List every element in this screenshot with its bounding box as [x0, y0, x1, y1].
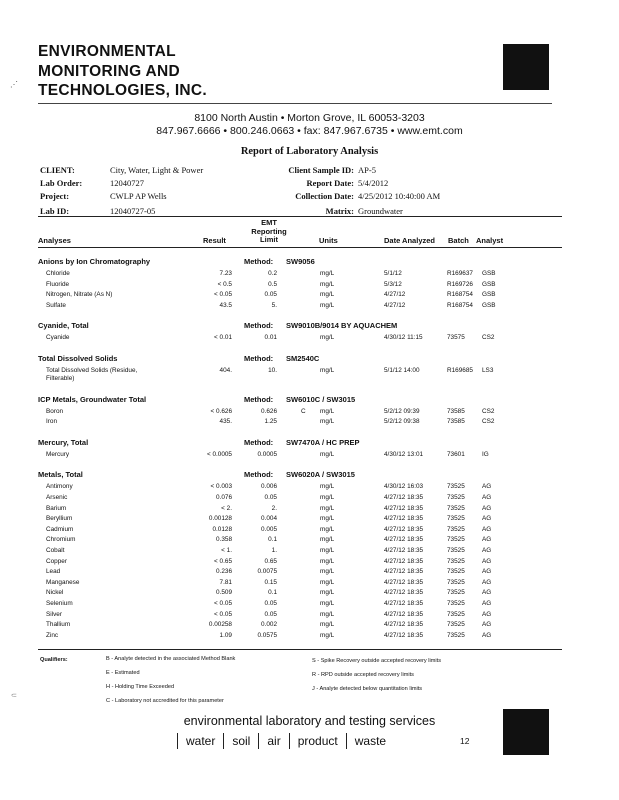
- cell-date: 5/2/12 09:39: [384, 407, 420, 415]
- matrix-value: Groundwater: [358, 206, 403, 216]
- cell-batch: 73525: [447, 589, 465, 597]
- address-street: 8100 North Austin • Morton Grove, IL 60053-3203: [194, 112, 425, 124]
- cell-units: mg/L: [320, 515, 335, 523]
- cell-units: mg/L: [320, 631, 335, 639]
- cell-units: mg/L: [320, 504, 335, 512]
- cell-batch: 73585: [447, 418, 465, 426]
- lab-id-value: 12040727-05: [110, 206, 156, 216]
- cell-result: < 0.05: [214, 600, 232, 607]
- cell-date: 4/30/12 11:15: [384, 334, 423, 342]
- cell-name: Copper: [46, 557, 67, 565]
- section-title: Cyanide, Total: [38, 321, 89, 331]
- cell-batch: 73585: [447, 407, 465, 415]
- qualifier-c: C - Laboratory not accredited for this parameter: [106, 698, 224, 704]
- cell-date: 5/1/12 14:00: [384, 367, 420, 374]
- cell-result: 0.00128: [208, 515, 232, 523]
- method-label: Method:: [244, 257, 274, 266]
- method-value: SW6020A / SW3015: [286, 470, 355, 480]
- matrix-label: Matrix:: [325, 206, 354, 216]
- category-air: air: [258, 733, 288, 749]
- margin-mark: ⋰: [10, 80, 18, 89]
- sample-id-label: Client Sample ID:: [288, 165, 354, 175]
- cell-units: mg/L: [320, 280, 335, 288]
- cell-result: 0.358: [216, 536, 232, 544]
- cell-name: Iron: [46, 418, 58, 426]
- col-units: Units: [319, 236, 338, 245]
- cell-name: Arsenic: [46, 494, 68, 501]
- cell-batch: R169726: [447, 280, 473, 288]
- cell-result: 0.509: [216, 589, 232, 597]
- method-label: Method:: [244, 354, 274, 363]
- cell-analyst: GSB: [482, 280, 496, 288]
- qualifier-j: J - Analyte detected below quantitation limits: [312, 686, 423, 692]
- cell-limit: 0.01: [264, 334, 277, 342]
- cell-limit: 10.: [268, 367, 277, 374]
- cell-units: mg/L: [320, 494, 335, 501]
- footer-block: [503, 709, 549, 755]
- cell-date: 4/27/12 18:35: [384, 578, 424, 586]
- company-name-line1: ENVIRONMENTAL: [38, 43, 176, 60]
- cell-limit: 0.05: [264, 291, 277, 299]
- cell-limit: 0.002: [261, 621, 277, 629]
- cell-analyst: LS3: [482, 367, 494, 374]
- cell-analyst: AG: [482, 610, 492, 618]
- cell-date: 4/27/12 18:35: [384, 600, 424, 607]
- cell-batch: 73525: [447, 610, 465, 618]
- cell-units: mg/L: [320, 367, 335, 374]
- cell-limit: 0.1: [268, 536, 277, 544]
- client-value: City, Water, Light & Power: [110, 165, 204, 175]
- cell-name: Cobalt: [46, 547, 65, 554]
- qualifier-e: E - Estimated: [106, 670, 140, 676]
- cell-batch: 73525: [447, 483, 465, 491]
- cell-result: 1.09: [219, 631, 232, 639]
- cell-units: mg/L: [320, 610, 335, 618]
- client-label: CLIENT:: [40, 165, 75, 175]
- section-title: Total Dissolved Solids: [38, 354, 118, 363]
- cell-limit: 0.0575: [257, 631, 277, 639]
- collection-date-label: Collection Date:: [295, 191, 354, 201]
- cell-result: 404.: [219, 367, 232, 374]
- cell-q: C: [301, 407, 306, 415]
- cell-name-cont: Filterable): [46, 375, 75, 382]
- cell-batch: 73525: [447, 504, 465, 512]
- cell-name: Chloride: [46, 270, 70, 277]
- cell-limit: 0.15: [264, 578, 277, 586]
- cell-units: mg/L: [320, 600, 335, 607]
- category-waste: waste: [346, 733, 394, 749]
- lab-id-label: Lab ID:: [40, 206, 70, 216]
- cell-result: < 0.003: [210, 483, 232, 491]
- cell-result: < 0.5: [217, 280, 232, 288]
- cell-analyst: AG: [482, 631, 492, 639]
- cell-units: mg/L: [320, 589, 335, 597]
- cell-analyst: AG: [482, 600, 492, 607]
- lab-order-value: 12040727: [110, 178, 144, 188]
- method-value: SW9056: [286, 257, 315, 266]
- cell-limit: 2.: [271, 504, 277, 512]
- category-product: product: [289, 733, 346, 749]
- cell-limit: 0.0075: [257, 568, 277, 576]
- cell-analyst: CS2: [482, 334, 495, 342]
- cell-limit: 1.: [271, 547, 277, 554]
- category-soil: soil: [223, 733, 258, 749]
- qualifiers-rule: [38, 649, 562, 650]
- project-value: CWLP AP Wells: [110, 191, 167, 201]
- footer-tagline: environmental laboratory and testing services: [183, 714, 436, 728]
- cell-date: 4/27/12 18:35: [384, 557, 424, 565]
- cell-result: < 0.01: [214, 334, 232, 342]
- cell-date: 4/30/12 13:01: [384, 450, 424, 458]
- cell-name: Zinc: [46, 631, 59, 639]
- cell-analyst: AG: [482, 589, 492, 597]
- col-result: Result: [203, 236, 226, 245]
- cell-name: Lead: [46, 568, 61, 576]
- cell-result: < 0.626: [210, 407, 232, 415]
- cell-analyst: CS2: [482, 418, 495, 426]
- cell-analyst: AG: [482, 494, 492, 501]
- method-label: Method:: [244, 321, 274, 331]
- section-title: Metals, Total: [38, 470, 83, 480]
- cell-date: 5/3/12: [384, 280, 402, 288]
- cell-units: mg/L: [320, 525, 335, 533]
- cell-date: 4/27/12 18:35: [384, 610, 424, 618]
- cell-date: 4/27/12 18:35: [384, 536, 424, 544]
- company-name-line3: TECHNOLOGIES, INC.: [38, 82, 208, 99]
- cell-limit: 0.05: [264, 610, 277, 618]
- cell-batch: 73525: [447, 557, 465, 565]
- cell-date: 4/27/12 18:35: [384, 547, 424, 554]
- cell-batch: 73525: [447, 578, 465, 586]
- cell-result: < 0.05: [214, 291, 232, 299]
- cell-date: 4/27/12 18:35: [384, 515, 424, 523]
- cell-date: 4/30/12 16:03: [384, 483, 424, 491]
- col-limit-line3: Limit: [260, 235, 278, 244]
- cell-analyst: GSB: [482, 301, 496, 309]
- cell-name: Nickel: [46, 589, 64, 597]
- cell-date: 4/27/12 18:35: [384, 589, 424, 597]
- cell-result: 43.5: [219, 301, 232, 309]
- cell-units: mg/L: [320, 557, 335, 565]
- service-categories: [177, 733, 394, 749]
- cell-name: Fluoride: [46, 280, 70, 288]
- cell-analyst: IG: [482, 450, 489, 458]
- method-value: SM2540C: [286, 354, 320, 363]
- cell-units: mg/L: [320, 578, 335, 586]
- cell-result: 0.076: [216, 494, 232, 501]
- cell-date: 4/27/12 18:35: [384, 568, 424, 576]
- qualifier-b: B - Analyte detected in the associated Method Blank: [106, 656, 236, 662]
- cell-analyst: AG: [482, 557, 492, 565]
- company-name-line2: MONITORING AND: [38, 62, 180, 80]
- margin-mark: ⸦: [10, 691, 18, 700]
- method-label: Method:: [244, 394, 274, 404]
- collection-date-value: 4/25/2012 10:40:00 AM: [358, 191, 441, 201]
- cell-limit: 0.005: [261, 525, 277, 533]
- col-limit-line1: EMT: [261, 218, 277, 227]
- cell-analyst: AG: [482, 621, 492, 629]
- cell-limit: 0.004: [261, 515, 277, 523]
- cell-date: 4/27/12 18:35: [384, 621, 424, 629]
- cell-units: mg/L: [320, 547, 335, 554]
- cell-result: 0.236: [216, 568, 232, 576]
- cell-result: < 0.0005: [206, 450, 232, 458]
- cell-analyst: AG: [482, 578, 492, 586]
- cell-result: < 1.: [221, 547, 232, 554]
- cell-analyst: AG: [482, 504, 492, 512]
- cell-result: 435.: [219, 418, 232, 426]
- cell-limit: 0.006: [261, 483, 277, 491]
- cell-batch: 73525: [447, 515, 465, 523]
- cell-name: Boron: [46, 407, 64, 415]
- cell-analyst: AG: [482, 536, 492, 544]
- cell-units: mg/L: [320, 301, 335, 309]
- cell-date: 4/27/12 18:35: [384, 525, 424, 533]
- cell-batch: 73525: [447, 600, 465, 607]
- cell-analyst: GSB: [482, 270, 496, 277]
- cell-units: mg/L: [320, 334, 335, 342]
- cell-analyst: AG: [482, 515, 492, 523]
- method-value: SW9010B/9014 BY AQUACHEM: [286, 321, 398, 331]
- cell-units: mg/L: [320, 568, 335, 576]
- cell-units: mg/L: [320, 270, 335, 277]
- qualifier-s: S - Spike Recovery outside accepted recovery limits: [312, 658, 442, 664]
- cell-units: mg/L: [320, 621, 335, 629]
- cell-date: 5/2/12 09:38: [384, 418, 420, 426]
- cell-name: Cadmium: [46, 525, 74, 533]
- cell-batch: R169637: [447, 270, 473, 277]
- cell-limit: 0.0005: [257, 450, 277, 458]
- cell-result: 0.0128: [212, 525, 232, 533]
- cell-batch: 73525: [447, 631, 465, 639]
- cell-date: 4/27/12: [384, 291, 406, 299]
- method-label: Method:: [244, 470, 274, 480]
- cell-batch: 73525: [447, 568, 465, 576]
- cell-date: 4/27/12 18:35: [384, 494, 424, 501]
- col-analyses: Analyses: [38, 236, 71, 245]
- col-analyst: Analyst: [476, 236, 504, 245]
- page-number: 12: [460, 736, 470, 746]
- cell-name: Barium: [46, 504, 67, 512]
- cell-name: Thallium: [46, 621, 71, 629]
- cell-name: Cyanide: [46, 334, 70, 342]
- cell-result: 7.23: [219, 270, 232, 277]
- cell-name: Sulfate: [46, 301, 66, 309]
- cell-name: Nitrogen, Nitrate (As N): [46, 291, 113, 299]
- qualifiers-label: Qualifiers:: [40, 657, 68, 663]
- cell-limit: 0.5: [268, 280, 277, 288]
- cell-name: Silver: [46, 610, 62, 618]
- cell-result: < 2.: [221, 504, 232, 512]
- cell-analyst: GSB: [482, 291, 496, 299]
- cell-batch: 73575: [447, 334, 465, 342]
- method-value: SW6010C / SW3015: [286, 394, 356, 404]
- qualifier-r: R - RPD outside accepted recovery limits: [312, 672, 414, 678]
- cell-limit: 1.25: [264, 418, 277, 426]
- cell-batch: 73525: [447, 525, 465, 533]
- cell-date: 5/1/12: [384, 270, 402, 277]
- cell-name: Selenium: [46, 600, 73, 607]
- report-date-label: Report Date:: [306, 178, 354, 188]
- section-title: ICP Metals, Groundwater Total: [38, 394, 147, 404]
- sample-id-value: AP-5: [358, 165, 376, 175]
- cell-analyst: CS2: [482, 407, 495, 415]
- cell-batch: 73525: [447, 621, 465, 629]
- address-contact: 847.967.6666 • 800.246.0663 • fax: 847.967.6735 • www.emt.com: [156, 125, 463, 137]
- cell-batch: R168754: [447, 301, 473, 309]
- cell-name: Manganese: [46, 578, 80, 586]
- cell-batch: 73525: [447, 547, 465, 554]
- cell-units: mg/L: [320, 536, 335, 544]
- cell-result: 0.00258: [208, 621, 232, 629]
- cell-limit: 0.2: [268, 270, 277, 277]
- cell-limit: 0.626: [261, 407, 277, 415]
- cell-units: mg/L: [320, 418, 335, 426]
- cell-name: Chromium: [46, 536, 76, 544]
- report-title: Report of Laboratory Analysis: [240, 146, 379, 157]
- cell-units: mg/L: [320, 483, 335, 491]
- cell-limit: 0.65: [264, 557, 277, 565]
- cell-analyst: AG: [482, 547, 492, 554]
- cell-name: Beryllium: [46, 515, 73, 523]
- cell-batch: R169685: [447, 367, 473, 374]
- cell-batch: 73525: [447, 494, 465, 501]
- cell-limit: 0.05: [264, 600, 277, 607]
- cell-analyst: AG: [482, 568, 492, 576]
- col-limit-line2: Reporting: [251, 226, 287, 236]
- section-title: Mercury, Total: [38, 437, 89, 447]
- cell-limit: 0.1: [268, 589, 277, 597]
- cell-limit: 5.: [271, 301, 277, 309]
- cell-result: 7.81: [219, 578, 232, 586]
- cell-batch: 73601: [447, 450, 465, 458]
- cell-units: mg/L: [320, 450, 335, 458]
- cell-analyst: AG: [482, 483, 492, 491]
- cell-result: < 0.05: [214, 610, 232, 618]
- method-label: Method:: [244, 437, 274, 447]
- cell-name: Mercury: [46, 450, 70, 458]
- category-water: water: [177, 733, 223, 749]
- cell-result: < 0.65: [214, 557, 232, 565]
- lab-order-label: Lab Order:: [40, 178, 83, 188]
- cell-batch: R168754: [447, 291, 473, 299]
- cell-batch: 73525: [447, 536, 465, 544]
- cell-date: 4/27/12 18:35: [384, 504, 424, 512]
- col-date: Date Analyzed: [384, 236, 435, 245]
- cell-analyst: AG: [482, 525, 492, 533]
- cell-limit: 0.05: [264, 494, 277, 501]
- cell-units: mg/L: [320, 291, 335, 299]
- cell-name: Antimony: [46, 483, 73, 491]
- qualifier-h: H - Holding Time Exceeded: [106, 684, 175, 690]
- cell-date: 4/27/12: [384, 301, 406, 309]
- method-value: SW7470A / HC PREP: [286, 437, 360, 447]
- col-batch: Batch: [448, 236, 469, 245]
- section-title: Anions by Ion Chromatography: [38, 257, 151, 266]
- project-label: Project:: [40, 191, 70, 201]
- cell-name: Total Dissolved Solids (Residue,: [46, 367, 138, 374]
- cell-date: 4/27/12 18:35: [384, 631, 424, 639]
- cell-units: mg/L: [320, 407, 335, 415]
- report-date-value: 5/4/2012: [358, 178, 389, 188]
